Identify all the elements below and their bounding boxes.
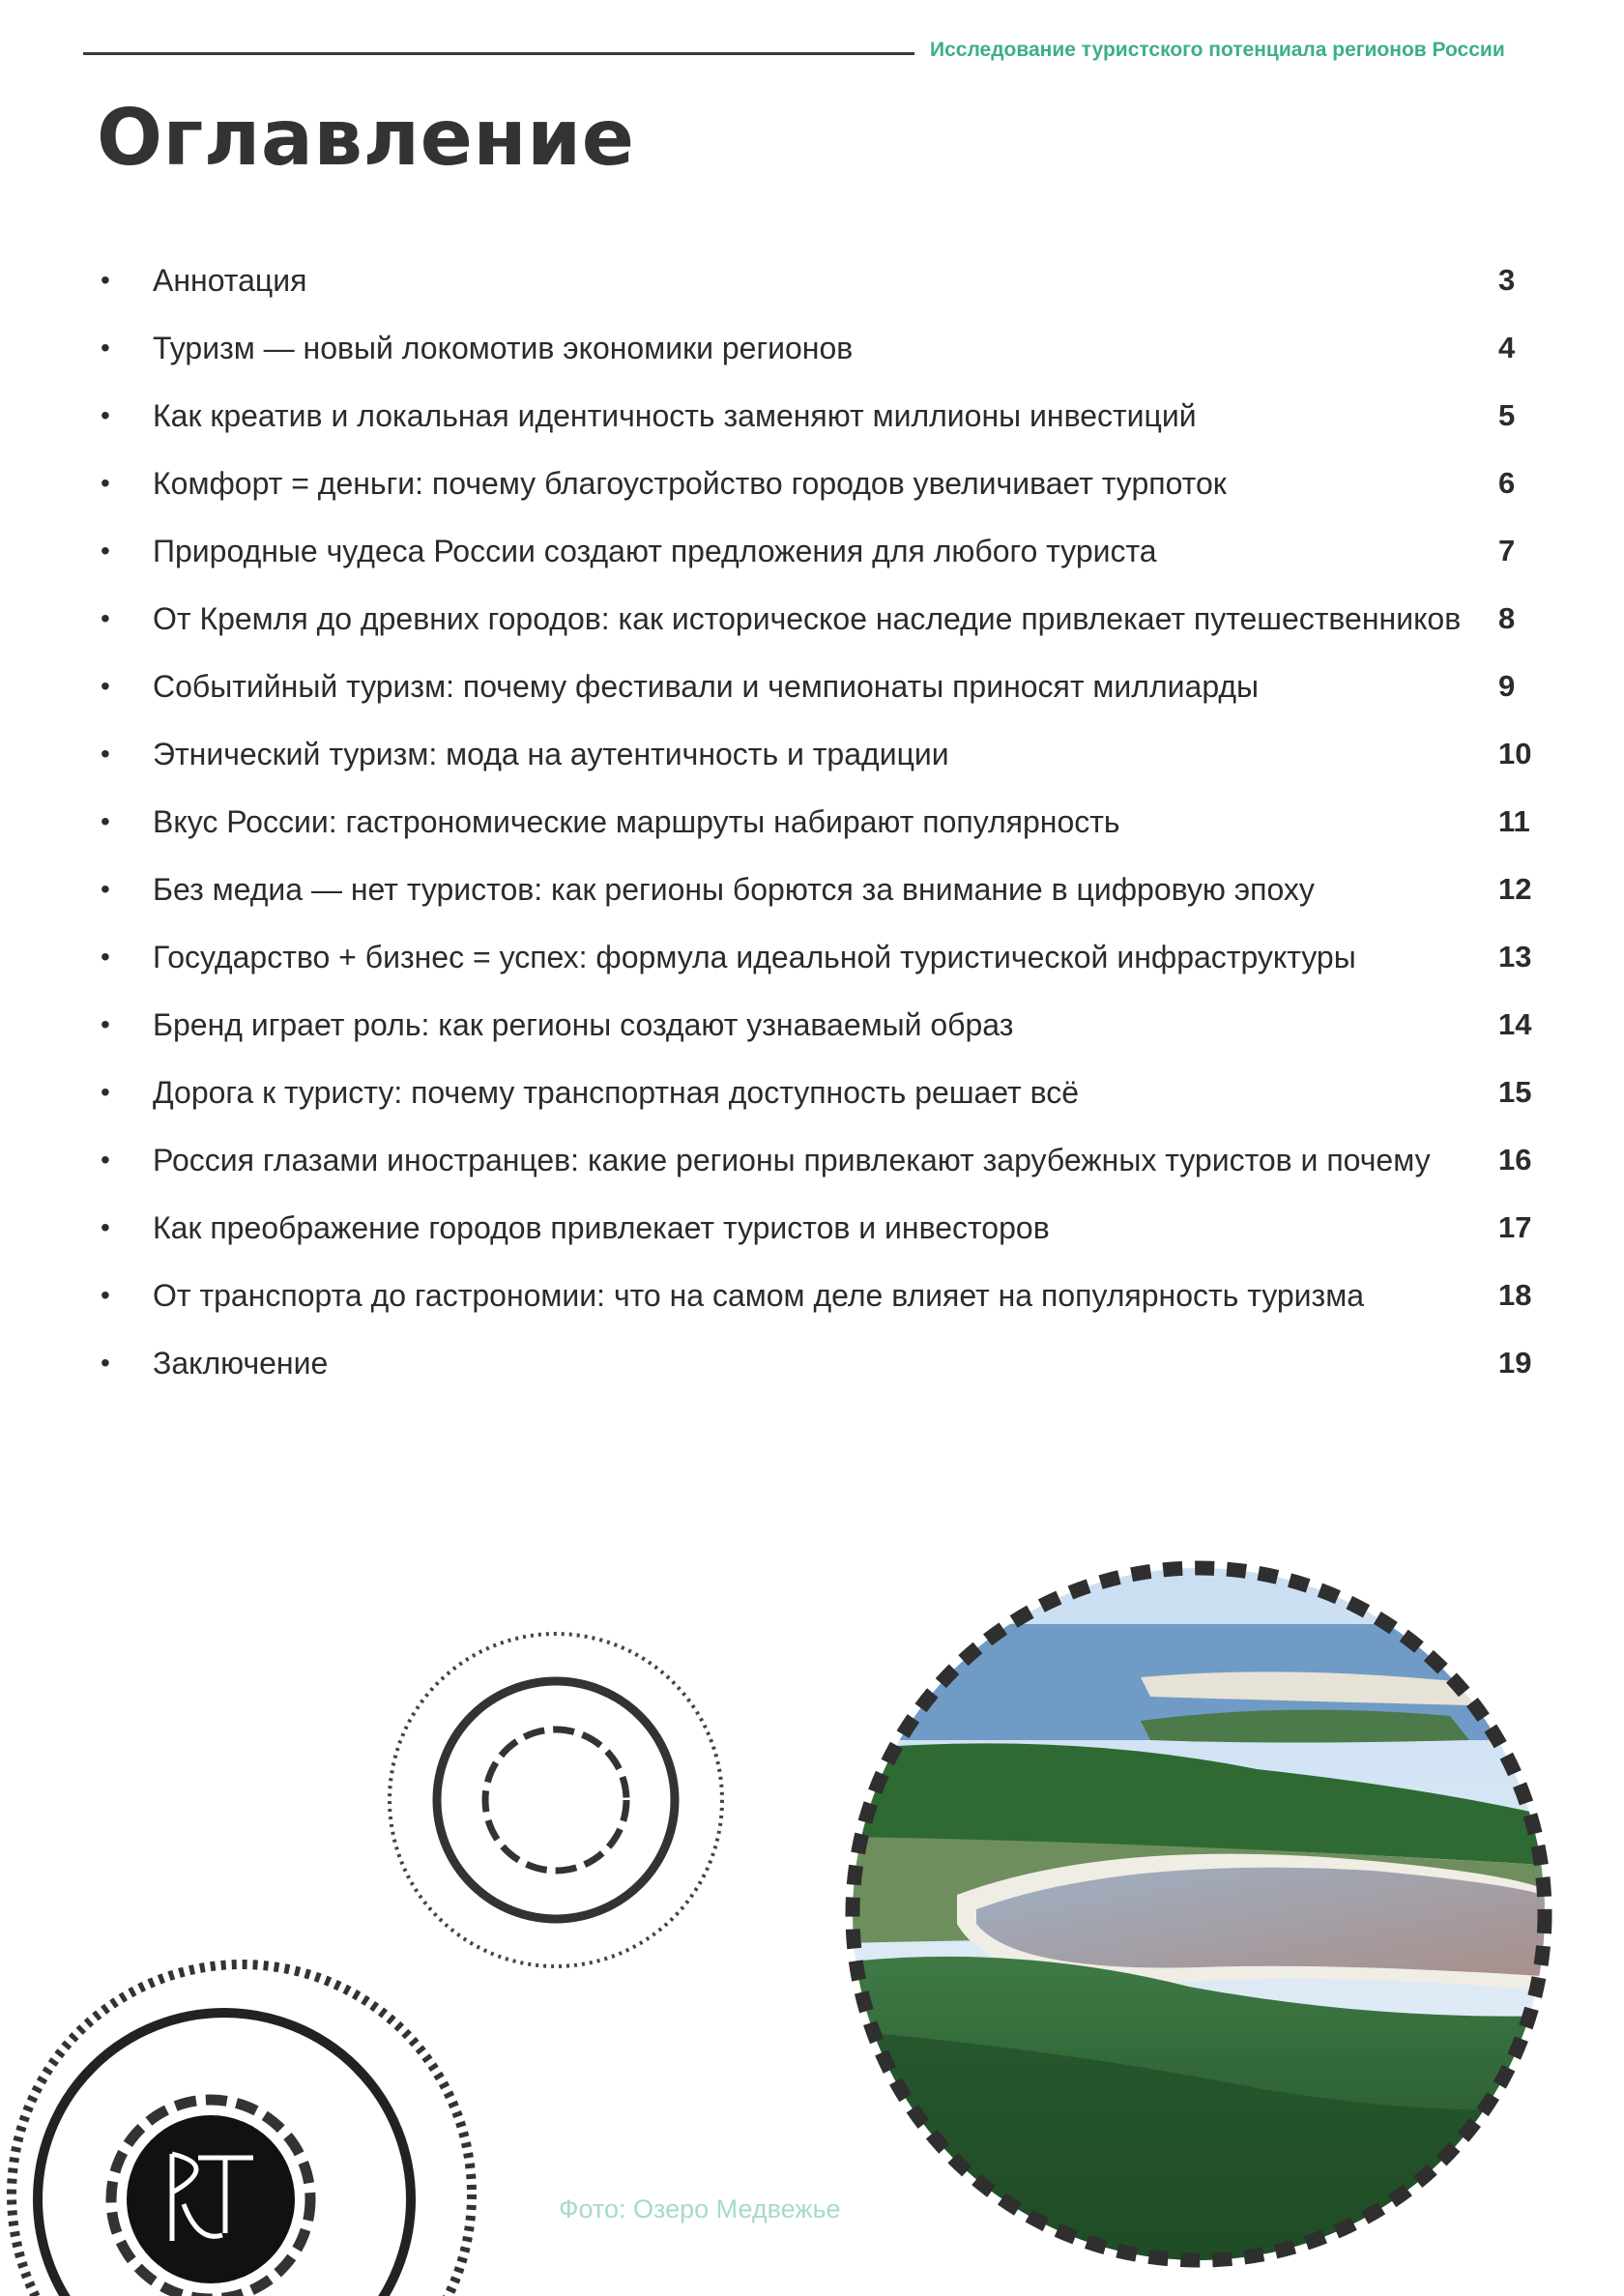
lake-photo-content xyxy=(841,1556,1556,2272)
toc-item-title: Природные чудеса России создают предложения для любого туриста xyxy=(153,534,1157,568)
toc-item-title: От Кремля до древних городов: как историческое наследие привлекает путешественников xyxy=(153,601,1462,636)
toc-item-page: 18 xyxy=(1498,1278,1532,1312)
toc-item-title: Без медиа — нет туристов: как регионы борются за внимание в цифровую эпоху xyxy=(153,872,1315,907)
toc-item-page: 12 xyxy=(1498,872,1532,906)
toc-item-page: 15 xyxy=(1498,1075,1532,1109)
toc-item-title: Туризм — новый локомотив экономики регионов xyxy=(153,331,854,365)
bullet-icon: • xyxy=(101,603,110,633)
toc-item-page: 11 xyxy=(1498,804,1530,838)
toc-item-title: Событийный туризм: почему фестивали и чемпионаты приносят миллиарды xyxy=(153,669,1260,704)
toc-item-page: 9 xyxy=(1498,669,1516,703)
bullet-icon: • xyxy=(101,1009,110,1039)
toc-item-page: 4 xyxy=(1498,331,1516,364)
bullet-icon: • xyxy=(101,1145,110,1175)
bullet-icon: • xyxy=(101,265,110,295)
bullet-icon: • xyxy=(101,468,110,498)
toc-item-title: Как креатив и локальная идентичность заменяют миллионы инвестиций xyxy=(153,398,1197,433)
toc-item-page: 8 xyxy=(1498,601,1516,635)
toc-item-title: Аннотация xyxy=(153,263,307,298)
toc-item-page: 19 xyxy=(1498,1346,1532,1380)
toc-item-title: Вкус России: гастрономические маршруты набирают популярность xyxy=(153,804,1120,839)
toc-item-title: Заключение xyxy=(153,1346,329,1381)
toc-item-title: Бренд играет роль: как регионы создают узнаваемый образ xyxy=(153,1007,1014,1042)
toc-item-page: 6 xyxy=(1498,466,1516,500)
bullet-icon: • xyxy=(101,1077,110,1107)
toc-item-title: Этнический туризм: мода на аутентичность и традиции xyxy=(153,737,949,771)
bullet-icon: • xyxy=(101,1348,110,1378)
toc-item-page: 13 xyxy=(1498,940,1532,974)
page-title: Оглавление xyxy=(97,93,635,183)
toc-item-page: 5 xyxy=(1498,398,1516,432)
bullet-icon: • xyxy=(101,1280,110,1310)
running-title: Исследование туристского потенциала регионов России xyxy=(930,39,1505,61)
toc-item-page: 14 xyxy=(1498,1007,1532,1041)
toc-item-title: Как преображение городов привлекает туристов и инвесторов xyxy=(153,1210,1050,1245)
bullet-icon: • xyxy=(101,671,110,701)
toc-item-title: Дорога к туристу: почему транспортная доступность решает всё xyxy=(153,1075,1079,1110)
toc-item-page: 17 xyxy=(1498,1210,1532,1244)
toc-item-page: 3 xyxy=(1498,263,1516,297)
toc-item-page: 7 xyxy=(1498,534,1516,567)
photo-caption: Фото: Озеро Медвежье xyxy=(559,2194,841,2223)
toc-item-page: 16 xyxy=(1498,1143,1532,1177)
bullet-icon: • xyxy=(101,333,110,363)
toc-item-page: 10 xyxy=(1498,737,1532,770)
bullet-icon: • xyxy=(101,942,110,972)
bullet-icon: • xyxy=(101,536,110,566)
toc-item-title: От транспорта до гастрономии: что на самом деле влияет на популярность туризма xyxy=(153,1278,1365,1313)
toc-item-title: Государство + бизнес = успех: формула идеальной туристической инфраструктуры xyxy=(153,940,1356,974)
toc-item-title: Комфорт = деньги: почему благоустройство городов увеличивает турпоток xyxy=(153,466,1227,501)
bullet-icon: • xyxy=(101,1212,110,1242)
toc-item-title: Россия глазами иностранцев: какие регионы привлекают зарубежных туристов и почему xyxy=(153,1143,1431,1177)
bullet-icon: • xyxy=(101,739,110,769)
bullet-icon: • xyxy=(101,400,110,430)
bullet-icon: • xyxy=(101,806,110,836)
bullet-icon: • xyxy=(101,874,110,904)
